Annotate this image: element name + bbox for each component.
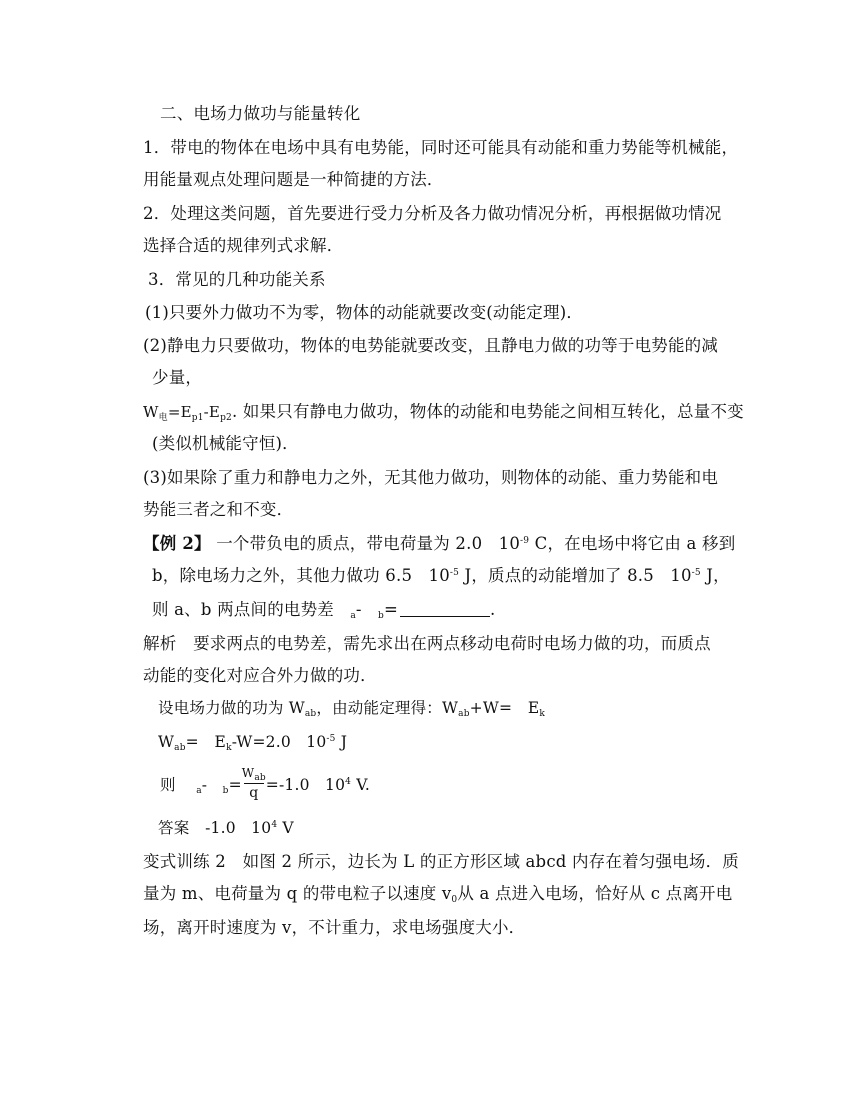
answer-exponent: 4 <box>271 820 278 830</box>
example-line-3 <box>152 600 496 620</box>
solution-step-2: $W_{ab}=$ $E_k-W=2.0$ $10^{-5}$ J <box>158 733 348 753</box>
fraction-bar <box>244 783 264 784</box>
fraction-numerator-w: W <box>241 766 255 780</box>
step-3-minus: - <box>201 776 208 794</box>
paragraph-1-line-2: 用能量观点处理问题是一种简捷的方法． <box>143 170 444 189</box>
variant-line-3: 场，离开时速度为 v，不计重力，求电场强度大小． <box>143 918 526 937</box>
ep1-subscript: p1 <box>191 413 204 423</box>
potential-a-subscript: a <box>350 611 356 621</box>
potential-equals: = <box>384 600 399 619</box>
formula-line-2: (类似机械能守恒)． <box>152 434 299 453</box>
example-energy-exponent: -5 <box>691 568 701 578</box>
answer-line: 答案 -1.0 $10^4$ V <box>158 819 294 837</box>
step-2-w: W <box>158 733 175 751</box>
example-question-text: 则 a、b 两点间的电势差 <box>152 600 334 619</box>
example-label: 【例 2】 <box>143 534 211 553</box>
example-line-2-head: b，除电场力之外，其他力做功 6.5 <box>152 566 413 585</box>
step-3-head: 则 <box>160 776 176 794</box>
step-1-tail: +W= E <box>469 699 540 717</box>
variant-v0-subscript: 0 <box>451 895 458 905</box>
item-2-line-2: 少量， <box>152 368 203 387</box>
example-line-2-mid: J，质点的动能增加了 8.5 <box>464 566 654 585</box>
variant-line-1: 变式训练 2 如图 2 所示，边长为 L 的正方形区域 abcd 内存在着匀强电场．质 <box>143 852 739 871</box>
step-3-unit: V. <box>356 776 371 794</box>
ep1-symbol: =E <box>167 403 192 421</box>
paragraph-3-title: 3．常见的几种功能关系 <box>148 270 326 289</box>
item-1: (1)只要外力做功不为零，物体的动能就要改变(动能定理)． <box>145 303 584 322</box>
step-1-sub: ab <box>304 709 317 719</box>
example-line-2-tail: J， <box>706 566 730 585</box>
potential-b-subscript: b <box>378 611 385 621</box>
step-3-sub-b: b <box>222 786 229 796</box>
analysis-line-1: 解析 要求两点的电势差，需先求出在两点移动电荷时电场力做的功，而质点 <box>143 634 711 653</box>
section-title: 二、电场力做功与能量转化 <box>160 104 361 123</box>
work-symbol: W <box>143 403 159 421</box>
step-1-mid: ，由动能定理得：W <box>316 699 459 717</box>
step-2-sub: ab <box>174 743 186 753</box>
fraction-numerator <box>241 766 266 783</box>
item-3-line-1: (3)如果除了重力和静电力之外，无其他力做功，则物体的动能、重力势能和电 <box>143 468 719 487</box>
step-2-tail: -W=2.0 <box>231 733 291 751</box>
step-2-unit: J <box>340 733 348 751</box>
variant-line-2-tail: 从 a 点进入电场，恰好从 c 点离开电 <box>457 884 733 903</box>
paragraph-2-line-1: 2．处理这类问题，首先要进行受力分析及各力做功情况分析，再根据做功情况 <box>143 204 722 223</box>
potential-minus: - <box>355 600 362 619</box>
fraction-denominator: q <box>249 785 259 801</box>
step-3-tail: =-1.0 <box>265 776 310 794</box>
answer-head: 答案 -1.0 <box>158 819 236 837</box>
work-subscript: 电 <box>158 413 168 423</box>
example-work-exponent: -5 <box>449 568 460 578</box>
step-2-sub2: k <box>226 743 232 753</box>
formula-explanation: . 如果只有静电力做功，物体的动能和电势能之间相互转化，总量不变 <box>231 402 744 421</box>
variant-line-2-head: 量为 m、电荷量为 q 的带电粒子以速度 v <box>143 884 452 903</box>
example-charge-text: 一个带负电的质点，带电荷量为 2.0 <box>216 534 483 553</box>
formula-line <box>143 402 744 422</box>
ep2-symbol: -E <box>203 403 221 421</box>
example-period: . <box>490 600 496 619</box>
answer-blank[interactable] <box>400 602 490 617</box>
step-3-sub-a: a <box>196 786 202 796</box>
paragraph-2-line-2: 选择合适的规律列式求解． <box>143 236 344 255</box>
step-3-exponent: 4 <box>345 777 352 787</box>
analysis-line-2: 动能的变化对应合外力做的功． <box>143 666 377 685</box>
solution-step-1 <box>158 698 545 718</box>
step-2-mid: = E <box>185 733 227 751</box>
paragraph-1-line-1: 1．带电的物体在电场中具有电势能，同时还可能具有动能和重力势能等机械能， <box>143 138 739 157</box>
answer-unit: V <box>282 819 294 837</box>
example-line-2: b，除电场力之外，其他力做功 6.5 $10^{-5}$ J，质点的动能增加了 8.5 $10^{-5}$ J， <box>152 566 730 585</box>
fraction-numerator-sub: ab <box>254 773 266 783</box>
solution-step-3: 则 $_a$- $_b$= $\frac{W_{ab}}{q}$ =-1.0 $10^4$ V. <box>160 766 371 801</box>
item-3-line-2: 势能三者之和不变． <box>143 500 294 519</box>
step-1-head: 设电场力做的功为 W <box>158 699 305 717</box>
step-2-exponent: -5 <box>326 734 336 744</box>
ep2-subscript: p2 <box>220 413 232 423</box>
item-2-line-1: (2)静电力只要做功，物体的电势能就要改变，且静电力做的功等于电势能的减 <box>143 336 719 355</box>
example-line-1-tail: C，在电场中将它由 a 移到 <box>534 534 736 553</box>
variant-line-2 <box>143 884 732 904</box>
example-charge-exponent: -9 <box>520 536 530 546</box>
example-line-1: 【例 2】 一个带负电的质点，带电荷量为 2.0 $10^{-9}$ C，在电场中将它由 a 移到 <box>143 534 736 553</box>
fraction <box>242 768 266 802</box>
step-1-sub2: ab <box>458 709 470 719</box>
step-1-sub3: k <box>539 709 546 719</box>
